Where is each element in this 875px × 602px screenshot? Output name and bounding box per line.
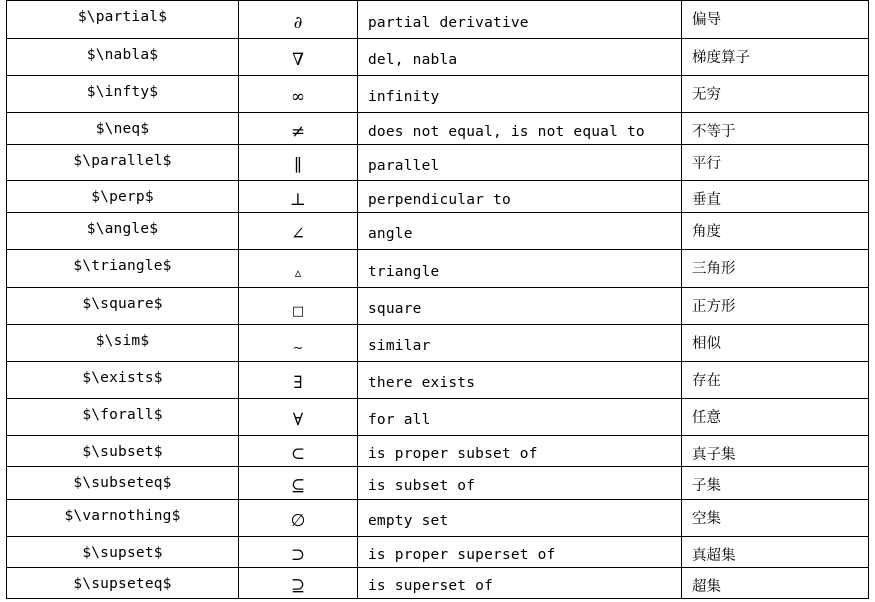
- description-cell: is proper subset of: [358, 436, 682, 467]
- symbol-cell: ▵: [239, 250, 358, 288]
- symbol-cell: ∇: [239, 39, 358, 76]
- chinese-cell: 超集: [682, 568, 869, 599]
- chinese-cell: 存在: [682, 362, 869, 399]
- symbol-cell: ∼: [239, 325, 358, 362]
- table-row: [7, 537, 869, 568]
- description-cell: square: [358, 288, 682, 325]
- table-row: [7, 1, 869, 39]
- chinese-cell: 任意: [682, 399, 869, 436]
- chinese-cell: 角度: [682, 213, 869, 250]
- description-cell: perpendicular to: [358, 181, 682, 213]
- description-cell: is proper superset of: [358, 537, 682, 568]
- symbol-cell: ∂: [239, 1, 358, 39]
- chinese-cell: 相似: [682, 325, 869, 362]
- latex-code-cell: $\neq$: [7, 113, 239, 145]
- symbol-cell: □: [239, 288, 358, 325]
- table-row: [7, 500, 869, 537]
- table-row: [7, 399, 869, 436]
- table-row: [7, 436, 869, 467]
- table-row: [7, 250, 869, 288]
- latex-code-cell: $\parallel$: [7, 145, 239, 181]
- description-cell: empty set: [358, 500, 682, 537]
- chinese-cell: 空集: [682, 500, 869, 537]
- symbol-cell: ≠: [239, 113, 358, 145]
- table-row: [7, 39, 869, 76]
- table-row: [7, 568, 869, 599]
- latex-code-cell: $\nabla$: [7, 39, 239, 76]
- table-row: [7, 181, 869, 213]
- description-cell: similar: [358, 325, 682, 362]
- chinese-cell: 梯度算子: [682, 39, 869, 76]
- table-row: [7, 113, 869, 145]
- latex-code-cell: $\varnothing$: [7, 500, 239, 537]
- description-cell: for all: [358, 399, 682, 436]
- latex-code-cell: $\sim$: [7, 325, 239, 362]
- description-cell: is superset of: [358, 568, 682, 599]
- description-cell: del, nabla: [358, 39, 682, 76]
- symbol-cell: ⊆: [239, 467, 358, 500]
- description-cell: partial derivative: [358, 1, 682, 39]
- latex-code-cell: $\exists$: [7, 362, 239, 399]
- latex-code-cell: $\angle$: [7, 213, 239, 250]
- symbol-cell: ∠: [239, 213, 358, 250]
- symbol-cell: ⊃: [239, 537, 358, 568]
- description-cell: does not equal, is not equal to: [358, 113, 682, 145]
- latex-code-cell: $\subset$: [7, 436, 239, 467]
- symbol-cell: ∞: [239, 76, 358, 113]
- chinese-cell: 真子集: [682, 436, 869, 467]
- symbol-cell: ⊂: [239, 436, 358, 467]
- table-row: [7, 362, 869, 399]
- latex-code-cell: $\partial$: [7, 1, 239, 39]
- description-cell: is subset of: [358, 467, 682, 500]
- table-row: [7, 145, 869, 181]
- chinese-cell: 垂直: [682, 181, 869, 213]
- symbol-cell: ⊇: [239, 568, 358, 599]
- latex-code-cell: $\triangle$: [7, 250, 239, 288]
- latex-code-cell: $\perp$: [7, 181, 239, 213]
- chinese-cell: 平行: [682, 145, 869, 181]
- latex-code-cell: $\subseteq$: [7, 467, 239, 500]
- symbol-cell: ∥: [239, 145, 358, 181]
- chinese-cell: 不等于: [682, 113, 869, 145]
- table-row: [7, 325, 869, 362]
- latex-code-cell: $\forall$: [7, 399, 239, 436]
- description-cell: infinity: [358, 76, 682, 113]
- latex-code-cell: $\square$: [7, 288, 239, 325]
- symbol-cell: ⊥: [239, 181, 358, 213]
- chinese-cell: 三角形: [682, 250, 869, 288]
- chinese-cell: 无穷: [682, 76, 869, 113]
- latex-code-cell: $\supset$: [7, 537, 239, 568]
- latex-code-cell: $\supseteq$: [7, 568, 239, 599]
- chinese-cell: 偏导: [682, 1, 869, 39]
- description-cell: angle: [358, 213, 682, 250]
- table-row: [7, 288, 869, 325]
- latex-code-cell: $\infty$: [7, 76, 239, 113]
- symbol-cell: ∀: [239, 399, 358, 436]
- chinese-cell: 子集: [682, 467, 869, 500]
- description-cell: triangle: [358, 250, 682, 288]
- table-row: [7, 213, 869, 250]
- symbol-cell: ∅: [239, 500, 358, 537]
- description-cell: parallel: [358, 145, 682, 181]
- description-cell: there exists: [358, 362, 682, 399]
- chinese-cell: 真超集: [682, 537, 869, 568]
- table-row: [7, 76, 869, 113]
- chinese-cell: 正方形: [682, 288, 869, 325]
- table-row: [7, 467, 869, 500]
- symbol-table: [6, 0, 869, 599]
- symbol-cell: ∃: [239, 362, 358, 399]
